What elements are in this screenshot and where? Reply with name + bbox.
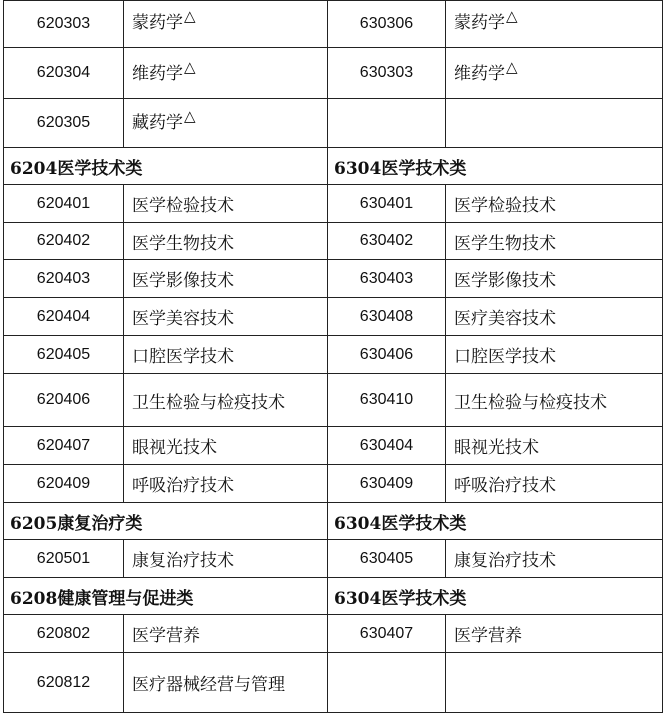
- new-major-code: [328, 427, 446, 465]
- new-major-code: [328, 465, 446, 503]
- new-major-name-text: 康复治疗技术: [454, 551, 556, 571]
- new-major-name-text: 医学生物技术: [454, 233, 556, 254]
- old-major-name-text: 蒙药学: [132, 13, 183, 33]
- old-major-name-text: 眼视光技术: [132, 438, 217, 458]
- table-row: [4, 374, 663, 427]
- new-major-code: [328, 653, 446, 713]
- triangle-mark: △: [506, 58, 518, 76]
- table-row: [4, 465, 663, 503]
- old-major-name: [124, 1, 328, 48]
- major-mapping-table: [3, 0, 663, 713]
- new-major-name: [446, 223, 663, 260]
- new-major-name: [446, 48, 663, 99]
- old-major-name-text: 医学生物技术: [132, 233, 234, 254]
- old-major-name: [124, 540, 328, 578]
- old-major-code-text: 620401: [36, 194, 91, 212]
- triangle-mark: △: [184, 58, 196, 76]
- table-row: [4, 99, 663, 148]
- triangle-mark: △: [506, 7, 518, 25]
- new-major-name-text: 医疗美容技术: [454, 309, 556, 329]
- old-major-name: [124, 615, 328, 653]
- table-row: [4, 48, 663, 99]
- old-major-code: [4, 374, 124, 427]
- new-major-code: [328, 260, 446, 298]
- old-major-name: [124, 427, 328, 465]
- old-major-code: [4, 653, 124, 713]
- new-major-name: [446, 185, 663, 223]
- new-major-code: [328, 185, 446, 223]
- table-row: [4, 540, 663, 578]
- old-major-name-text: 医学营养: [132, 626, 200, 646]
- old-major-name: [124, 48, 328, 99]
- old-major-name: [124, 465, 328, 503]
- old-major-code: [4, 1, 124, 48]
- old-major-name-text: 卫生检验与检疫技术: [132, 392, 285, 413]
- new-category-label: 6304医学技术类: [328, 503, 663, 540]
- triangle-mark: △: [184, 7, 196, 25]
- new-major-name-text: 卫生检验与检疫技术: [454, 392, 607, 413]
- new-major-name: [446, 465, 663, 503]
- old-major-name: [124, 653, 328, 713]
- old-major-code: [4, 223, 124, 260]
- old-major-name-text: 口腔医学技术: [132, 347, 234, 367]
- new-major-name: [446, 540, 663, 578]
- old-major-code: [4, 298, 124, 336]
- old-major-code: [4, 465, 124, 503]
- triangle-mark: △: [184, 107, 196, 125]
- new-major-name-text: 医学检验技术: [454, 196, 556, 216]
- new-category-label: 6304医学技术类: [328, 148, 663, 185]
- old-major-name-text: 医疗器械经营与管理: [132, 675, 285, 695]
- new-major-code-text: 630306: [359, 15, 414, 32]
- new-major-name: [446, 1, 663, 48]
- new-category-label: 6304医学技术类: [328, 578, 663, 615]
- new-major-code-text: 630403: [359, 269, 414, 287]
- table-row: [4, 615, 663, 653]
- old-major-code-text: 620304: [36, 64, 91, 81]
- table-row: [4, 298, 663, 336]
- table-row: [4, 260, 663, 298]
- old-major-name-text: 康复治疗技术: [132, 551, 234, 571]
- new-major-code-text: 630303: [359, 64, 414, 81]
- new-major-code: [328, 336, 446, 374]
- category-row: [4, 503, 663, 540]
- new-major-name-text: 医学营养: [454, 626, 522, 646]
- new-major-name-text: 呼吸治疗技术: [454, 476, 556, 496]
- old-major-code: [4, 185, 124, 223]
- new-major-code: [328, 99, 446, 148]
- new-major-name-text: 维药学: [454, 64, 505, 84]
- old-major-name: [124, 223, 328, 260]
- old-major-code-text: 620409: [36, 474, 91, 492]
- old-major-code: [4, 336, 124, 374]
- old-major-name-text: 维药学: [132, 64, 183, 84]
- old-major-name: [124, 185, 328, 223]
- old-category-label: 6205康复治疗类: [4, 503, 328, 540]
- old-major-code-text: 620405: [36, 345, 91, 363]
- old-major-name-text: 呼吸治疗技术: [132, 476, 234, 496]
- old-major-code: [4, 615, 124, 653]
- category-row: [4, 578, 663, 615]
- old-major-code-text: 620407: [36, 436, 91, 454]
- old-major-code: [4, 427, 124, 465]
- old-major-code-text: 620402: [36, 232, 91, 249]
- new-major-name: [446, 298, 663, 336]
- new-major-code: [328, 374, 446, 427]
- new-major-code-text: 630407: [359, 624, 414, 642]
- table-row: [4, 427, 663, 465]
- old-major-code: [4, 260, 124, 298]
- new-major-code-text: 630404: [359, 436, 414, 454]
- new-major-name-text: 口腔医学技术: [454, 347, 556, 367]
- old-category-label: 6208健康管理与促进类: [4, 578, 328, 615]
- new-major-name: [446, 427, 663, 465]
- old-major-name: [124, 260, 328, 298]
- new-major-code: [328, 1, 446, 48]
- old-major-code-text: 620812: [36, 673, 91, 691]
- table-row: [4, 223, 663, 260]
- old-major-code-text: 620404: [36, 307, 91, 325]
- old-category-label: 6204医学技术类: [4, 148, 328, 185]
- new-major-code: [328, 540, 446, 578]
- new-major-code-text: 630402: [359, 232, 414, 249]
- new-major-code-text: 630408: [359, 307, 414, 325]
- table-row: [4, 1, 663, 48]
- new-major-name: [446, 653, 663, 713]
- old-major-code-text: 620802: [36, 624, 91, 642]
- new-major-code-text: 630406: [359, 345, 414, 363]
- new-major-name: [446, 99, 663, 148]
- old-major-name: [124, 336, 328, 374]
- new-major-code-text: 630405: [359, 549, 414, 567]
- new-major-name: [446, 374, 663, 427]
- old-major-name: [124, 298, 328, 336]
- old-major-name-text: 医学检验技术: [132, 196, 234, 216]
- old-major-name: [124, 99, 328, 148]
- old-major-code-text: 620303: [36, 15, 91, 32]
- new-major-name-text: 医学影像技术: [454, 271, 556, 291]
- table-row: [4, 336, 663, 374]
- new-major-code-text: 630409: [359, 474, 414, 492]
- new-major-name: [446, 336, 663, 374]
- old-major-code-text: 620406: [36, 391, 91, 408]
- new-major-name-text: 眼视光技术: [454, 438, 539, 458]
- new-major-code-text: 630410: [359, 391, 414, 408]
- table-row: [4, 653, 663, 713]
- old-major-code-text: 620403: [36, 269, 91, 287]
- new-major-code: [328, 223, 446, 260]
- new-major-name-text: 蒙药学: [454, 13, 505, 33]
- old-major-name-text: 医学美容技术: [132, 309, 234, 329]
- old-major-name-text: 医学影像技术: [132, 271, 234, 291]
- old-major-code-text: 620501: [36, 549, 91, 567]
- old-major-name: [124, 374, 328, 427]
- old-major-code: [4, 99, 124, 148]
- new-major-code: [328, 298, 446, 336]
- new-major-code: [328, 615, 446, 653]
- table-row: [4, 185, 663, 223]
- old-major-code: [4, 540, 124, 578]
- category-row: [4, 148, 663, 185]
- new-major-code-text: 630401: [359, 194, 414, 212]
- new-major-name: [446, 260, 663, 298]
- table-body: [4, 1, 663, 713]
- old-major-code: [4, 48, 124, 99]
- old-major-name-text: 藏药学: [132, 113, 183, 133]
- new-major-code: [328, 48, 446, 99]
- old-major-code-text: 620305: [36, 114, 91, 131]
- new-major-name: [446, 615, 663, 653]
